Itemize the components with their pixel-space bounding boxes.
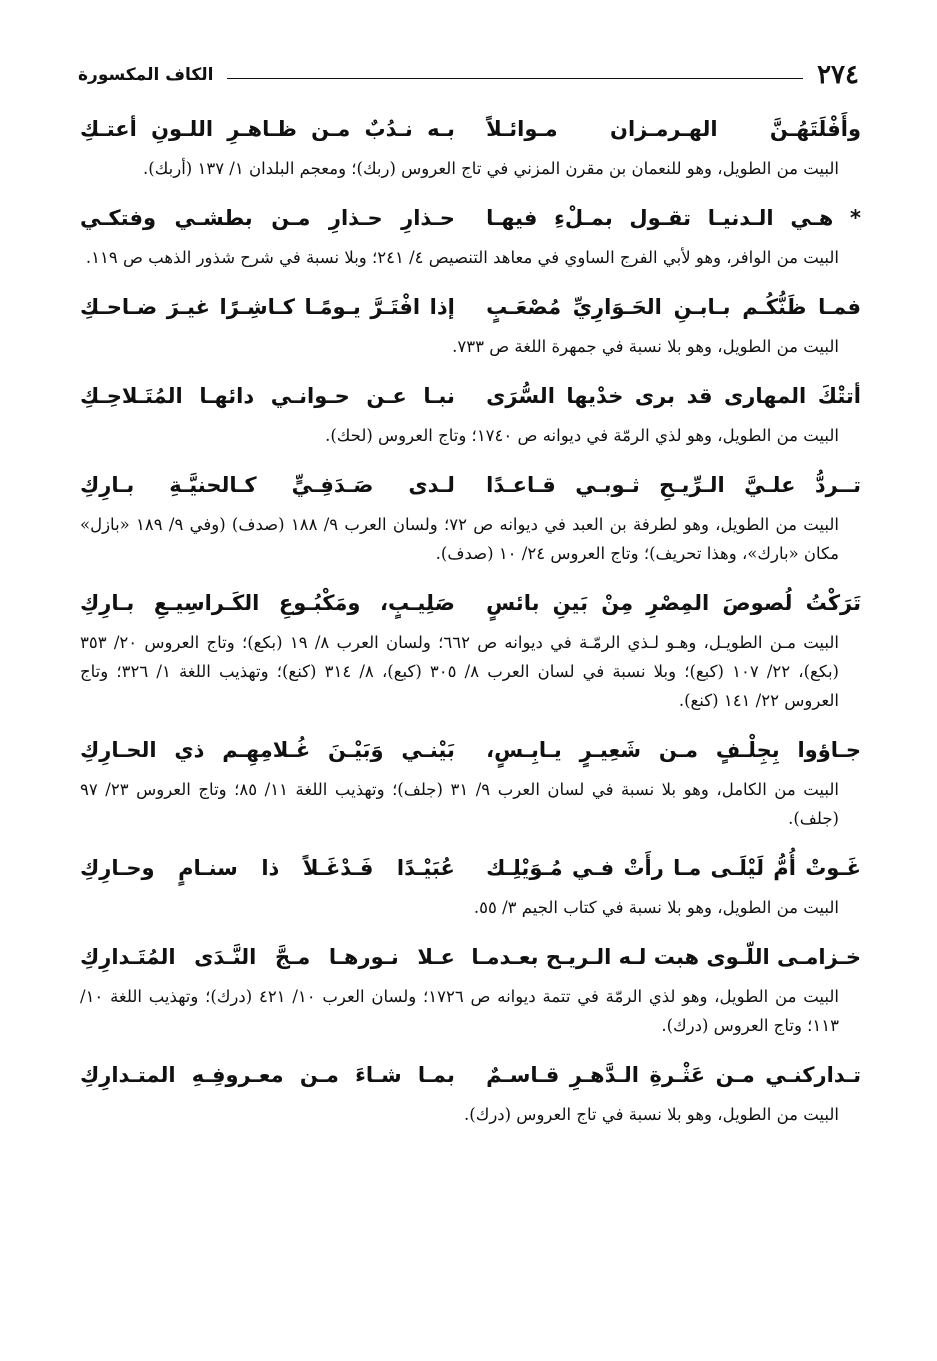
- verse-line: [80, 932, 861, 982]
- verse-entry: [80, 578, 861, 715]
- first-hemistich: غَـوتْ أُمُّ لَيْلَـى مـا رأَتْ فـي مُـوَيْلِـك: [486, 856, 861, 880]
- verse-note: البيت من الطويل، وهو بلا نسبة في كتاب الجيم ٣/ ٥٥.: [473, 898, 839, 917]
- verse-note: البيت من الطويل، وهو لذي الرمّة في ديوانه ص ١٧٤٠؛ وتاج العروس (لحك).: [325, 426, 839, 445]
- second-hemistich: صَلِيـبٍ، ومَكْبُـوعِ الكَـراسِيـعِ بـارِكِ: [80, 591, 455, 615]
- verse-note: البيت مـن الطويـل، وهـو لـذي الرمّـة في ديوانه ص ٦٦٢؛ ولسان العرب ٨/ ١٩ (بكع)؛ وتاج العروس ٢٠/ ٣٥٣ (بكع)، ٢٢/ ١٠٧ (كبع)؛ وبلا نسبة في لسان العرب ٨/ ٣٠٥ (كبع)، ٨/ ٣١٤ (كنع)؛ وتهذيب اللغة ١/ ٣٢٦؛ وتاج العروس ٢٢/ ١٤١ (كنع).: [80, 633, 839, 710]
- first-hemistich: خـزامـى اللّـوى هبت لـه الـريـح بعـدمـا: [471, 945, 861, 969]
- header-rule: [227, 78, 803, 79]
- verse-entry: [80, 104, 861, 183]
- verse-entry: [80, 843, 861, 922]
- verse-entry: [80, 460, 861, 568]
- verse-entry: [80, 725, 861, 833]
- second-hemistich: إذا افْتَـرَّ يـومًـا كـاشِـرًا غيـرَ ضـاحـكِ: [80, 295, 455, 319]
- verse-line: [80, 282, 861, 332]
- verse-entry: [80, 282, 861, 361]
- second-hemistich: بَيْنـي وَبَيْـنَ غُـلامِهِـم ذي الحـارِكِ: [80, 738, 455, 762]
- second-hemistich: بـه نـدُبٌ مـن ظـاهـرِ اللـونِ أعتـكِ: [80, 117, 455, 141]
- verse-line: [80, 371, 861, 421]
- page-header: [78, 58, 859, 92]
- verse-note: البيت من الطويل، وهو لطرفة بن العبد في ديوانه ص ٧٢؛ ولسان العرب ٩/ ١٨٨ (صدف) (وفي ٩/ ١٨٩ «بازل» مكان «بارك»، وهذا تحريف)؛ وتاج العروس ٢٤/ ١٠ (صدف).: [80, 515, 839, 563]
- first-hemistich: جـاؤوا بِجِلْـفٍ مـن شَعِيـرٍ يـابِـسٍ،: [486, 738, 861, 762]
- verse-line: [80, 578, 861, 628]
- running-title: الكاف المكسورة: [78, 65, 214, 85]
- verse-line: [80, 1050, 861, 1100]
- verse-note: البيت من الطويل، وهو للنعمان بن مقرن المزني في تاج العروس (ربك)؛ ومعجم البلدان ١/ ١٣٧ (أربك).: [143, 159, 839, 178]
- first-hemistich: أتتْكَ المهارى قد برى خدْيها السُّرَى: [486, 384, 861, 408]
- verse-note: البيت من الطويل، وهو بلا نسبة في جمهرة اللغة ص ٧٣٣.: [452, 337, 839, 356]
- verse-entry: [80, 932, 861, 1040]
- verse-note: البيت من الوافر، وهو لأبي الفرج الساوي في معاهد التنصيص ٤/ ٢٤١؛ وبلا نسبة في شرح شذور الذهب ص ١١٩.: [85, 248, 839, 267]
- verse-note: البيت من الطويل، وهو بلا نسبة في تاج العروس (درك).: [464, 1105, 839, 1124]
- verse-note: البيت من الطويل، وهو لذي الرمّة في تتمة ديوانه ص ١٧٢٦؛ ولسان العرب ١٠/ ٤٢١ (درك)؛ وتهذيب اللغة ١٠/ ١١٣؛ وتاج العروس (درك).: [80, 987, 839, 1035]
- verse-entry: [80, 371, 861, 450]
- verse-line: [80, 460, 861, 510]
- verse-entries: [80, 104, 861, 1139]
- first-hemistich: * هـي الـدنيـا تقـول بمـلْءِ فيهـا: [486, 206, 861, 230]
- verse-line: [80, 843, 861, 893]
- second-hemistich: عـلا نـورهـا مـجَّ النَّـدَى المُتَـدارِكِ: [80, 945, 455, 969]
- first-hemistich: فمـا ظَنُّكُـم بـابـنِ الحَـوَارِيِّ مُصْعَـبٍ: [486, 295, 861, 319]
- verse-line: [80, 725, 861, 775]
- second-hemistich: بمـا شـاءَ مـن معـروفِـهِ المتـدارِكِ: [80, 1063, 455, 1087]
- verse-note: البيت من الكامل، وهو بلا نسبة في لسان العرب ٩/ ٣١ (جلف)؛ وتهذيب اللغة ١١/ ٨٥؛ وتاج العروس ٢٣/ ٩٧ (جلف).: [80, 780, 840, 828]
- first-hemistich: تـداركنـي مـن عَثْـرةِ الـدَّهـرِ قـاسـمٌ: [486, 1063, 861, 1087]
- second-hemistich: نبـا عـن حـوانـي دائهـا المُتَـلاحِـكِ: [80, 384, 455, 408]
- second-hemistich: عُبَيْـدًا فَـدْغَـلاً ذا سنـامٍ وحـارِكِ: [80, 856, 455, 880]
- verse-entry: [80, 1050, 861, 1129]
- verse-line: [80, 193, 861, 243]
- first-hemistich: تَرَكْتُ لُصوصَ المِصْرِ مِنْ بَينِ بائسٍ: [486, 591, 861, 615]
- first-hemistich: وأَفْلَتَهُـنَّ الهـرمـزان مـوائـلاً: [486, 117, 861, 141]
- verse-line: [80, 104, 861, 154]
- first-hemistich: تــردُّ علـيَّ الـرِّيـحِ ثـوبـي قـاعـدًا: [486, 473, 861, 497]
- second-hemistich: حـذارِ حـذارِ مـن بطشـي وفتكـي: [80, 206, 455, 230]
- second-hemistich: لـدى صَـدَفِـيٍّ كـالحنيَّـةِ بـارِكِ: [80, 473, 455, 497]
- verse-entry: [80, 193, 861, 272]
- page-number: ٢٧٤: [817, 60, 859, 90]
